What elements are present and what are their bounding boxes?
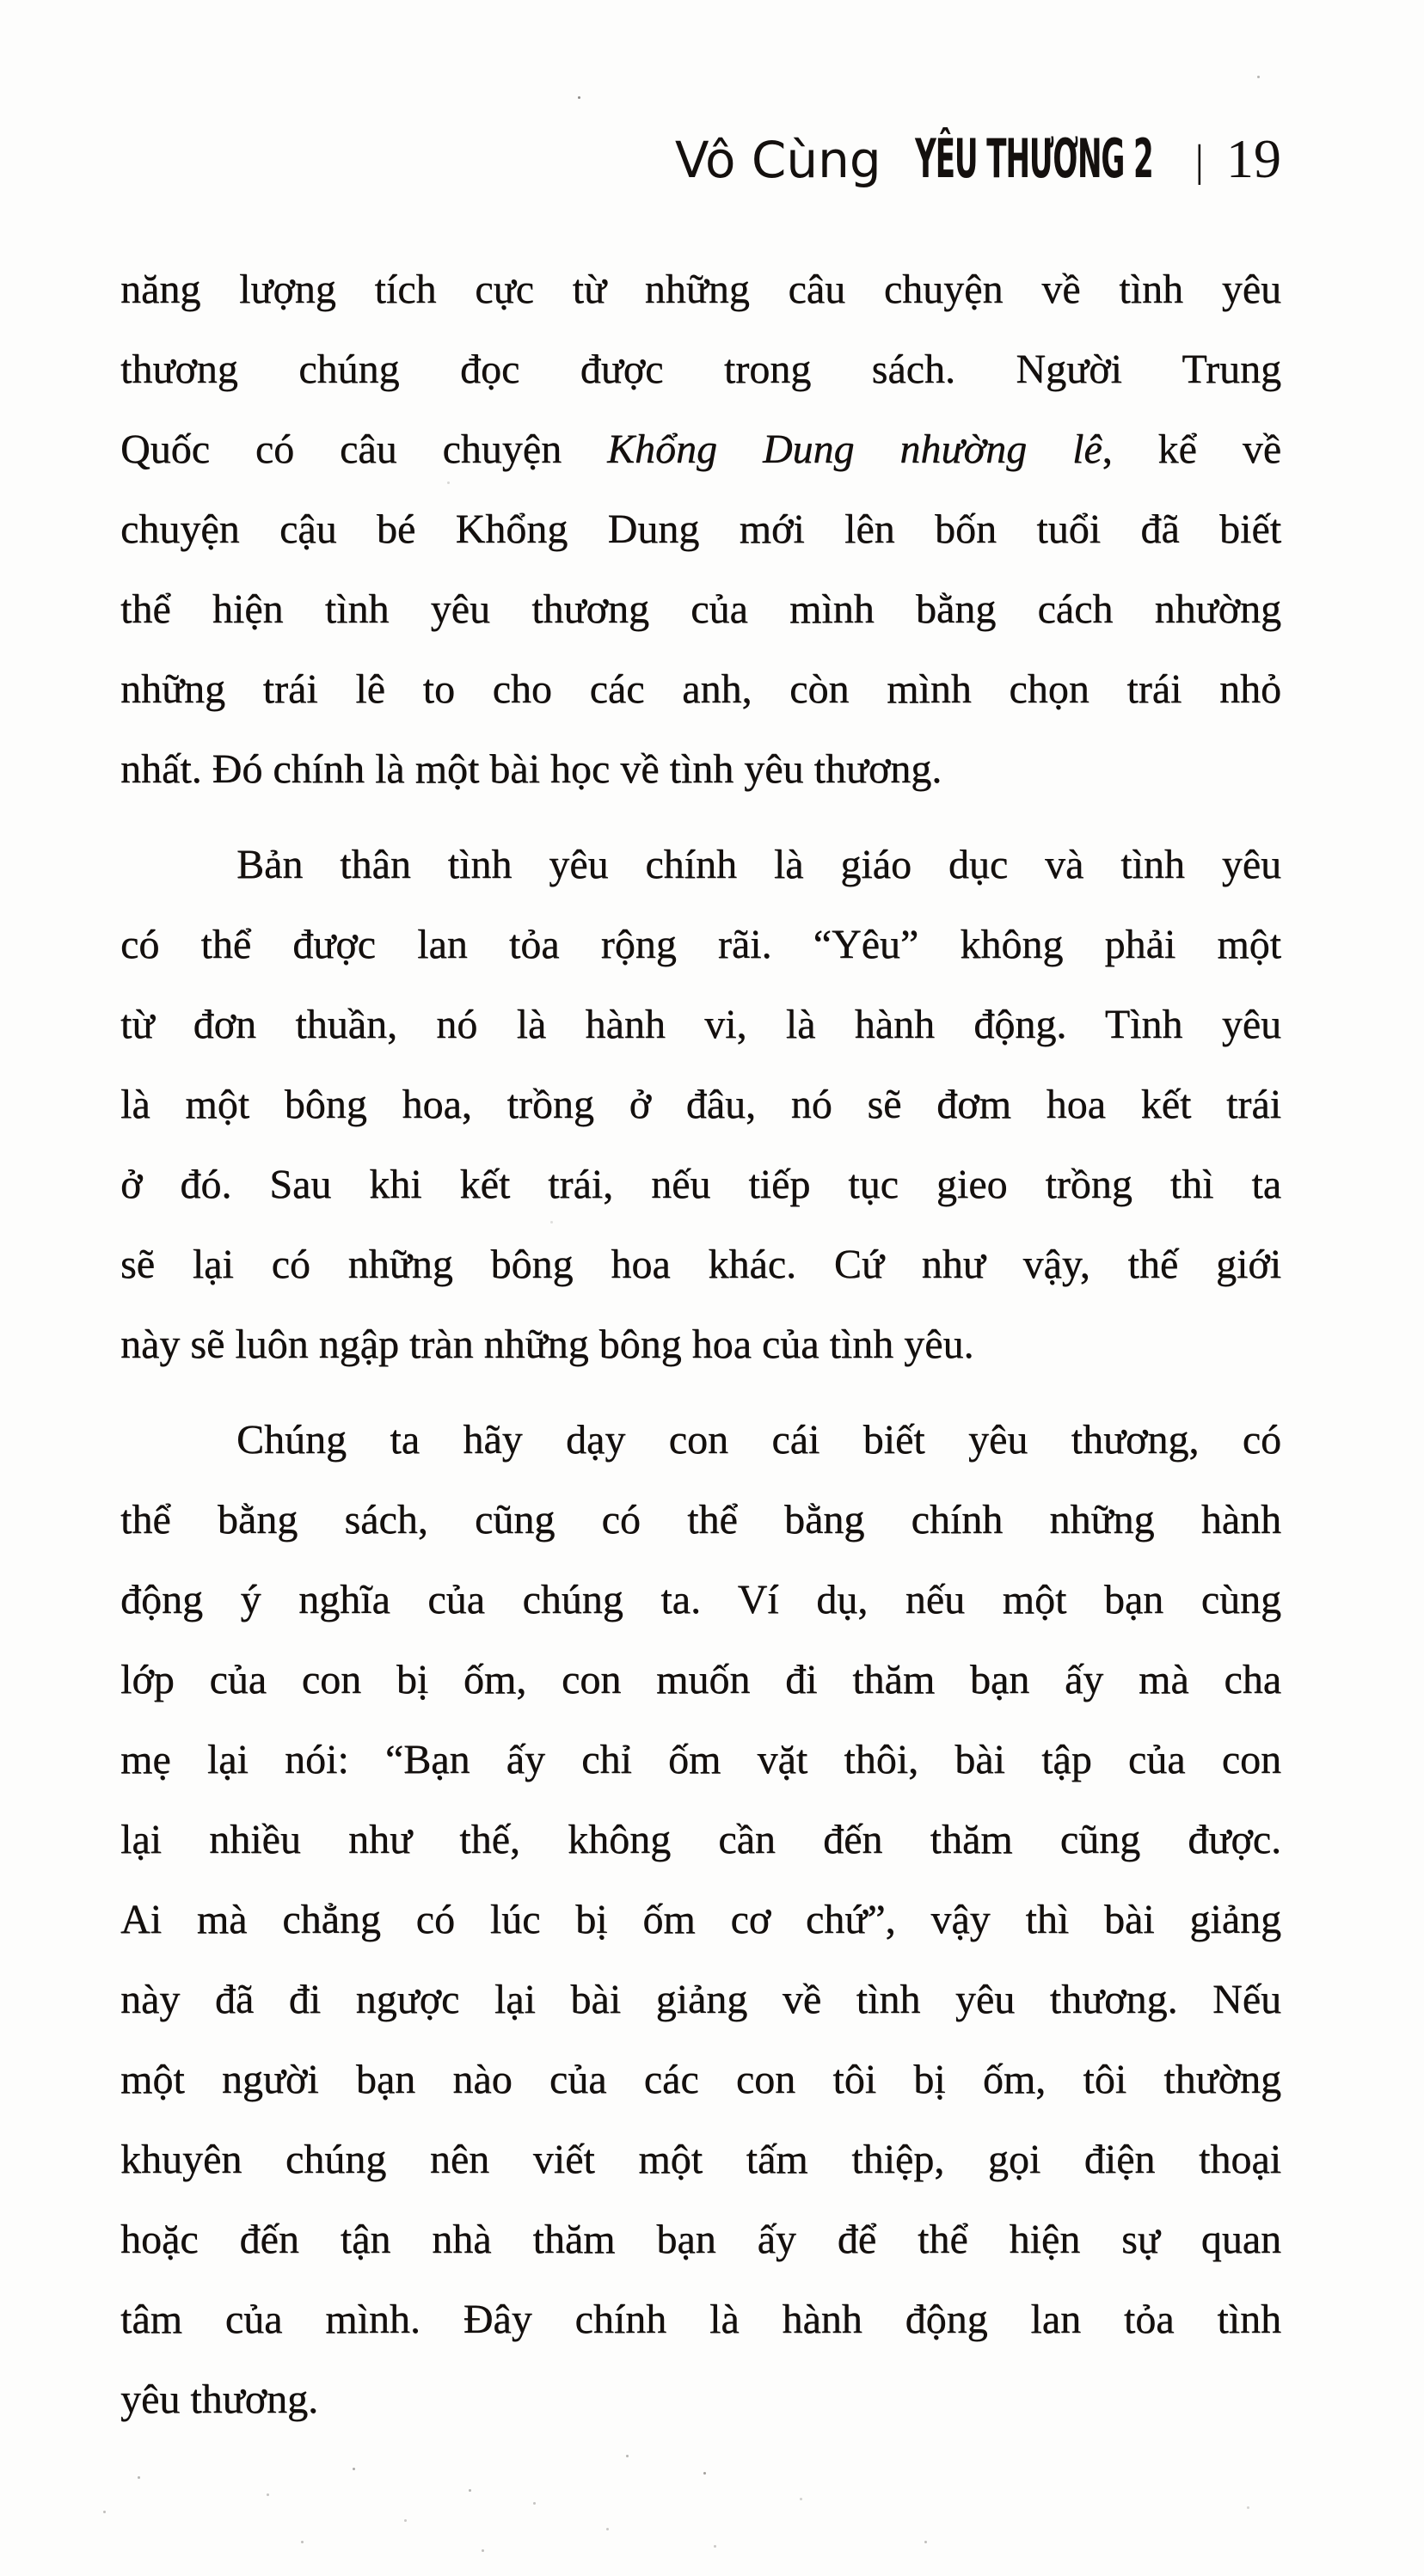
text-line (120, 1880, 1281, 1960)
text-segment: một người bạn nào của các con tôi bị ốm, tôi thường (120, 2057, 1281, 2102)
text-line (120, 2359, 1281, 2439)
text-line (120, 2039, 1281, 2119)
text-segment: Quốc có câu chuyện (120, 426, 607, 472)
text-segment: , kể về (1102, 426, 1282, 472)
text-line (120, 1224, 1281, 1304)
page-number: 19 (1226, 128, 1281, 189)
text-segment: là một bông hoa, trồng ở đâu, nó sẽ đơm hoa kết trái (120, 1082, 1281, 1127)
text-line (120, 1800, 1281, 1880)
text-segment: chuyện cậu bé Khổng Dung mới lên bốn tuổi đã biết (120, 506, 1281, 552)
text-line (120, 329, 1281, 409)
text-line (120, 1304, 1281, 1384)
text-line (120, 2279, 1281, 2359)
text-line (120, 2119, 1281, 2199)
text-line (120, 1640, 1281, 1720)
text-line (120, 489, 1281, 569)
text-segment: nhất. Đó chính là một bài học về tình yêu thương. (120, 746, 942, 792)
text-line (120, 984, 1281, 1064)
text-segment: Chúng ta hãy dạy con cái biết yêu thương, có (236, 1417, 1281, 1463)
text-line (120, 1960, 1281, 2039)
text-segment: tâm của mình. Đây chính là hành động lan tỏa tình (120, 2297, 1281, 2342)
text-segment: thương chúng đọc được trong sách. Người Trung (120, 347, 1281, 392)
text-line (120, 409, 1281, 489)
body-text (120, 249, 1281, 2439)
text-segment: Ai mà chẳng có lúc bị ốm cơ chứ”, vậy thì bài giảng (120, 1897, 1281, 1942)
text-segment: sẽ lại có những bông hoa khác. Cứ như vậy, thế giới (120, 1242, 1281, 1287)
text-segment: mẹ lại nói: “Bạn ấy chỉ ốm vặt thôi, bài tập của con (120, 1737, 1281, 1782)
series-title: Vô Cùng (674, 131, 881, 189)
text-segment: từ đơn thuần, nó là hành vi, là hành động. Tình yêu (120, 1002, 1281, 1047)
text-segment: có thể được lan tỏa rộng rãi. “Yêu” không phải một (120, 922, 1281, 967)
text-line (120, 2199, 1281, 2279)
text-segment: khuyên chúng nên viết một tấm thiệp, gọi điện thoại (120, 2137, 1281, 2182)
scan-noise (0, 0, 1, 1)
text-line (120, 1144, 1281, 1224)
text-segment: năng lượng tích cực từ những câu chuyện về tình yêu (120, 267, 1281, 312)
text-line (120, 729, 1281, 809)
text-segment: thể hiện tình yêu thương của mình bằng cách nhường (120, 586, 1281, 632)
text-segment: yêu thương. (120, 2377, 319, 2422)
text-line (120, 649, 1281, 729)
text-line (120, 825, 1281, 905)
text-segment: ở đó. Sau khi kết trái, nếu tiếp tục gieo trồng thì ta (120, 1162, 1281, 1207)
text-segment: thể bằng sách, cũng có thể bằng chính những hành (120, 1497, 1281, 1543)
text-line (120, 905, 1281, 984)
text-line (120, 1720, 1281, 1800)
text-segment: này đã đi ngược lại bài giảng về tình yêu thương. Nếu (120, 1977, 1281, 2022)
text-line (120, 1480, 1281, 1560)
text-segment: hoặc đến tận nhà thăm bạn ấy để thể hiện sự quan (120, 2217, 1281, 2262)
text-line (120, 1560, 1281, 1640)
text-segment: lại nhiều như thế, không cần đến thăm cũng được. (120, 1817, 1281, 1862)
text-segment: động ý nghĩa của chúng ta. Ví dụ, nếu một bạn cùng (120, 1577, 1281, 1622)
text-line (120, 569, 1281, 649)
text-line (120, 1064, 1281, 1144)
volume-title: YÊU THƯƠNG 2 (914, 127, 1153, 190)
page-header (675, 127, 1281, 191)
text-segment: những trái lê to cho các anh, còn mình chọn trái nhỏ (120, 666, 1281, 712)
text-line (120, 249, 1281, 329)
italic-book-title: Khổng Dung nhường lê (606, 426, 1102, 472)
text-line (120, 1400, 1281, 1480)
text-segment: lớp của con bị ốm, con muốn đi thăm bạn ấy mà cha (120, 1657, 1281, 1702)
text-segment: này sẽ luôn ngập tràn những bông hoa của tình yêu. (120, 1322, 974, 1367)
text-segment: Bản thân tình yêu chính là giáo dục và tình yêu (236, 842, 1281, 887)
header-separator: | (1194, 137, 1204, 186)
